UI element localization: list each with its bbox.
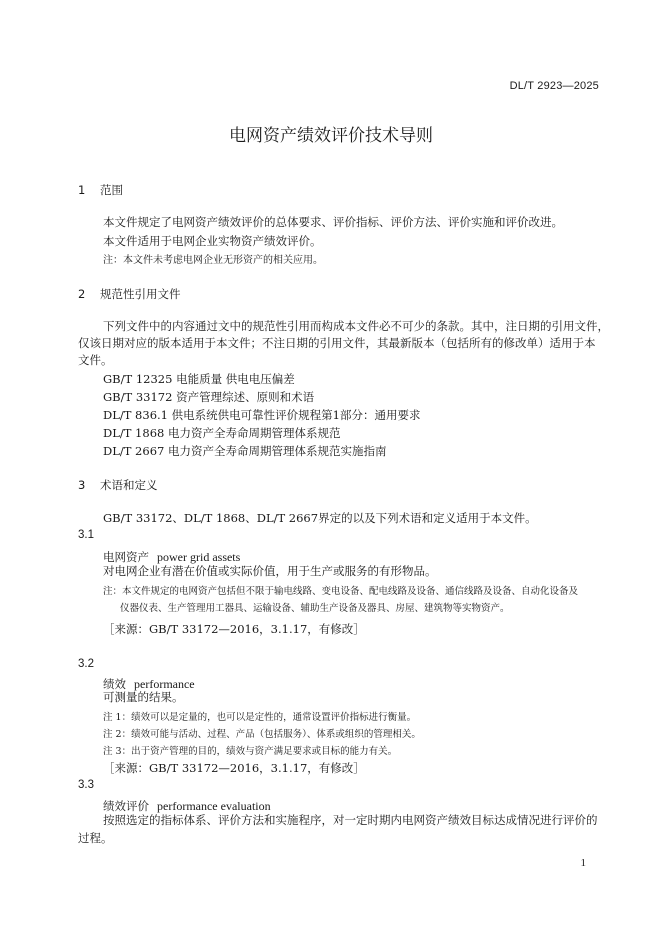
paragraph-line: 文件。 xyxy=(78,353,113,367)
clause-number: 3.1 xyxy=(78,529,94,541)
note: 注 2：绩效可能与活动、过程、产品（包括服务）、体系或组织的管理相关。 xyxy=(103,729,421,740)
paragraph: 本文件规定了电网资产绩效评价的总体要求、评价指标、评价方法、评价实施和评价改进。 xyxy=(103,215,563,229)
reference-item: GB/T 33172 资产管理综述、原则和术语 xyxy=(103,390,315,404)
reference-item: DL/T 2667 电力资产全寿命周期管理体系规范实施指南 xyxy=(103,444,387,458)
paragraph-line: 仅该日期对应的版本适用于本文件；不注日期的引用文件，其最新版本（包括所有的修改单）适用于本 xyxy=(78,336,596,350)
term-chinese: 电网资产 xyxy=(103,550,149,564)
reference-item: DL/T 1868 电力资产全寿命周期管理体系规范 xyxy=(103,426,341,440)
document-title: 电网资产绩效评价技术导则 xyxy=(229,126,433,146)
note-line: 注：本文件规定的电网资产包括但不限于输电线路、变电设备、配电线路及设备、通信线路及设备、自动化设备及 xyxy=(103,586,579,597)
reference-item: GB/T 12325 电能质量 供电电压偏差 xyxy=(103,372,295,386)
paragraph: GB/T 33172、DL/T 1868、DL/T 2667界定的以及下列术语和定义适用于本文件。 xyxy=(103,511,537,525)
section-1-heading xyxy=(78,182,123,198)
term-chinese: 绩效评价 xyxy=(103,799,149,813)
term-english: power grid assets xyxy=(157,550,241,564)
section-number: 3 xyxy=(78,478,86,492)
term-english: performance xyxy=(134,677,195,691)
note: 注 1：绩效可以是定量的，也可以是定性的，通常设置评价指标进行衡量。 xyxy=(103,712,417,723)
clause-number: 3.3 xyxy=(78,779,94,791)
definition: 可测量的结果。 xyxy=(103,690,184,704)
reference-item: DL/T 836.1 供电系统供电可靠性评价规程第1部分：通用要求 xyxy=(103,408,421,422)
section-number: 1 xyxy=(78,183,86,197)
page-number: 1 xyxy=(580,857,586,869)
note-line: 仪器仪表、生产管理用工器具、运输设备、辅助生产设备及器具、房屋、建筑物等实物资产。 xyxy=(120,603,510,614)
note: 注：本文件未考虑电网企业无形资产的相关应用。 xyxy=(103,255,323,266)
section-2-heading xyxy=(78,286,181,302)
section-title: 范围 xyxy=(100,183,123,197)
section-number: 2 xyxy=(78,287,86,301)
standard-number: DL/T 2923—2025 xyxy=(509,80,599,92)
source-reference: ［来源：GB/T 33172—2016，3.1.17，有修改］ xyxy=(103,761,365,775)
term-english: performance evaluation xyxy=(157,799,271,813)
definition-line: 按照选定的指标体系、评价方法和实施程序，对一定时期内电网资产绩效目标达成情况进行评价的 xyxy=(103,813,598,827)
definition: 对电网企业有潜在价值或实际价值，用于生产或服务的有形物品。 xyxy=(103,564,437,578)
source-reference: ［来源：GB/T 33172—2016，3.1.17，有修改］ xyxy=(103,622,365,636)
term-chinese: 绩效 xyxy=(103,677,126,691)
paragraph: 本文件适用于电网企业实物资产绩效评价。 xyxy=(103,234,322,248)
section-title: 规范性引用文件 xyxy=(100,287,181,301)
section-3-heading xyxy=(78,477,158,493)
definition-line: 过程。 xyxy=(78,831,113,845)
section-title: 术语和定义 xyxy=(100,478,158,492)
clause-number: 3.2 xyxy=(78,658,94,670)
note: 注 3：出于资产管理的目的，绩效与资产满足要求或目标的能力有关。 xyxy=(103,746,398,757)
paragraph-line: 下列文件中的内容通过文中的规范性引用而构成本文件必不可少的条款。其中，注日期的引用文件， xyxy=(103,319,609,333)
